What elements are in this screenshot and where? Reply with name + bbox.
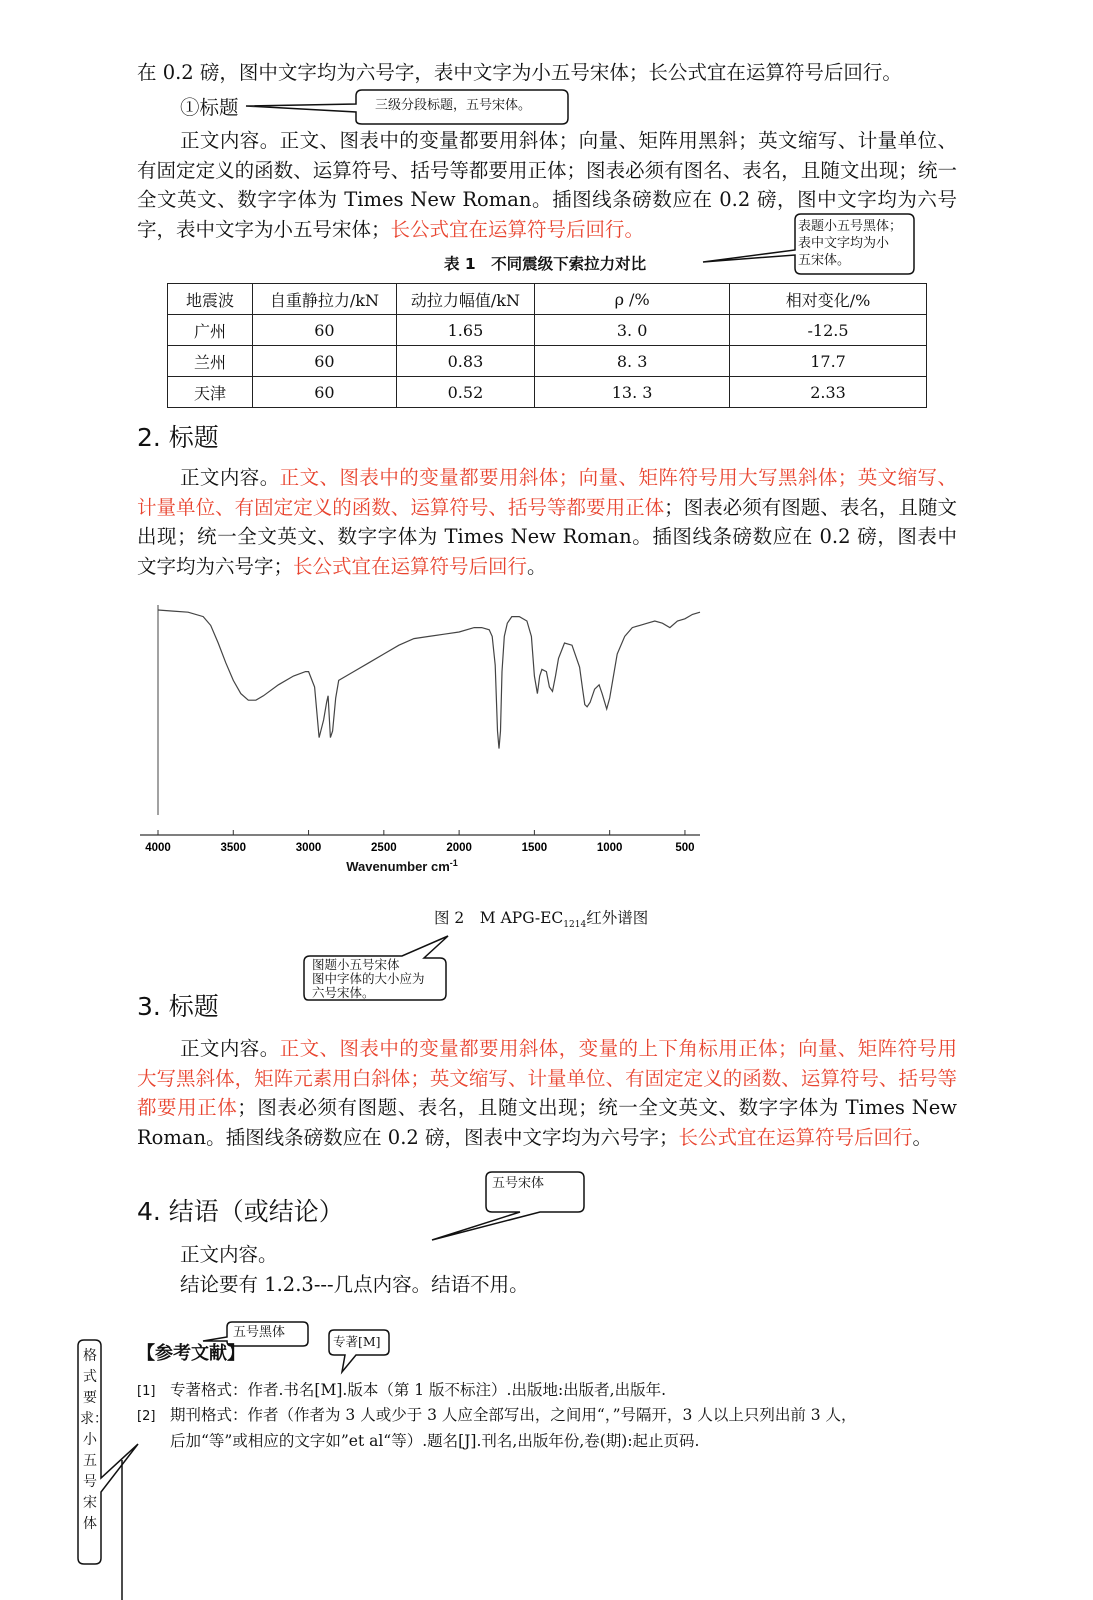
table-cell: 3. 0 [535,315,730,346]
chart-tick-label: 1000 [596,842,623,854]
reference-item-1: [1] 专著格式：作者.书名[M].版本（第 1 版不标注）.出版地:出版者,出版年. [137,1381,667,1399]
chart-ticks [145,830,694,854]
section-3-paragraph: 正文内容。正文、图表中的变量都要用斜体，变量的上下角标用正体；向量、矩阵符号用大写黑斜体，矩阵元素用白斜体；英文缩写、计量单位、有固定定义的函数、运算符号、括号等都要用正体；图表必须有图题、表名，且随文出现；统一全文英文、数字字体为 Times New Roman。插图线条磅数应在 0.2 磅，图表中文字均为六号字；长公式宜在运算符号后回行。 [137,1037,957,1149]
callout-text-monograph: 专著[M] [333,1334,381,1349]
references-heading: 【参考文献】 [137,1343,245,1364]
table-cell: 13. 3 [535,377,730,408]
callout-text-subheading: 三级分段标题，五号宋体。 [375,98,532,113]
chart-series-line [158,610,700,749]
paragraph-1: 正文内容。正文、图表中的变量都要用斜体；向量、矩阵用黑斜；英文缩写、计量单位、有固定定义的函数、运算符号、括号等都要用正体；图表必须有图名、表名，且随文出现；统一全文英文、数字字体为 Times New Roman。插图线条磅数应在 0.2 磅，图中文字均为六号字，表中文字为小五号宋体；长公式宜在运算符号后回行。 [137,129,957,241]
chart-tick-label: 4000 [145,842,171,854]
table-cell: 兰州 [168,346,253,377]
table-cell: 0.83 [396,346,534,377]
table-cell: 60 [253,377,397,408]
table-header-cell: 相对变化/% [730,284,927,315]
callout-text-table: 表题小五号黑体； 表中文字均为小 五宋体。 [798,219,903,268]
sub-heading: ①标题 [180,96,239,119]
table-cell: 0.52 [396,377,534,408]
chart-x-axis-label: Wavenumber $cm^{-1}$ [346,858,458,874]
section-4-body: 正文内容。 结论要有 1.2.3---几点内容。结语不用。 [180,1243,529,1296]
table-row [168,346,927,377]
section-2-heading: 2. 标题 [137,423,219,452]
table-row [168,315,927,346]
table-cell: 1.65 [396,315,534,346]
callout-text-ref-heading: 五号黑体 [233,1325,286,1340]
table-cell: 8. 3 [535,346,730,377]
chart-tick-label: 500 [675,842,695,854]
reference-item-2: [2] 期刊格式：作者（作者为 3 人或少于 3 人应全部写出，之间用“，”号隔开，3 人以上只列出前 3 人， 后加“等”或相应的文字如”et al“等）.题名[J].刊名,出版年份,卷(期):起止页码. [137,1406,857,1450]
chart-tick-label: 3500 [220,842,247,854]
table-header-cell: 地震波 [168,284,253,315]
table-cell: 广州 [168,315,253,346]
chart-tick-label: 2000 [446,842,472,854]
table-cell: 17.7 [730,346,927,377]
ir-spectrum-chart [130,595,730,885]
chart-tick-label: 1500 [521,842,548,854]
callout-text-conclusion: 五号宋体 [492,1176,545,1191]
table-cell: 天津 [168,377,253,408]
section-2-paragraph: 正文内容。正文、图表中的变量都要用斜体；向量、矩阵符号用大写黑斜体；英文缩写、计量单位、有固定定义的函数、运算符号、括号等都要用正体；图表必须有图题、表名，且随文出现；统一全文英文、数字字体为 Times New Roman。插图线条磅数应在 0.2 磅，图表中文字均为六号字；长公式宜在运算符号后回行。 [137,466,957,578]
table-cell: -12.5 [730,315,927,346]
data-table [167,283,927,408]
table-header-cell: 动拉力幅值/kN [396,284,534,315]
chart-tick-label: 2500 [371,842,397,854]
table-cell: 2.33 [730,377,927,408]
intro-line: 在 0.2 磅，图中文字均为六号字，表中文字为小五号宋体；长公式宜在运算符号后回行。 [137,61,902,84]
table-header-row [168,284,927,315]
section-4-heading: 4. 结语（或结论） [137,1197,344,1226]
callout-text-ref-format: 格式要求：小五号宋体 [80,1348,108,1532]
figure-caption: 图 2 M APG-$EC_{1214}$红外谱图 [434,909,649,931]
section-3-heading: 3. 标题 [137,992,219,1021]
chart-tick-label: 3000 [295,842,322,854]
table-header-cell: 自重静拉力/kN [253,284,397,315]
table-header-cell: ρ /% [535,284,730,315]
callout-text-figure: 图题小五号宋体 图中字体的大小应为 六号宋体。 [312,957,425,1000]
table-cell: 60 [253,315,397,346]
table-caption: 表 1 不同震级下索拉力对比 [444,255,647,273]
table-row [168,377,927,408]
table-cell: 60 [253,346,397,377]
chart-axes [140,605,700,835]
